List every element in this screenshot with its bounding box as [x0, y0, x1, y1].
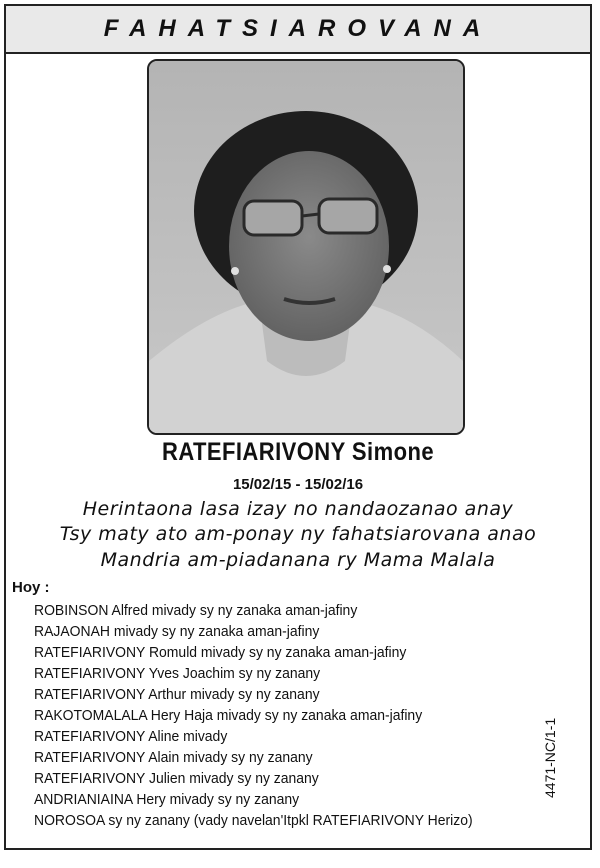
mourner-item: NOROSOA sy ny zanany (vady navelan'Itpkl RATEFIARIVONY Herizo)	[34, 812, 473, 829]
verse-line-1: Herintaona lasa izay no nandaozanao anay	[82, 498, 514, 520]
mourner-item: RATEFIARIVONY Yves Joachim sy ny zanany	[34, 665, 321, 682]
mourner-item: ANDRIANIAINA Hery mivady sy ny zanany	[34, 791, 300, 808]
verse-line-2: Tsy maty ato am-ponay ny fahatsiarovana anao	[59, 523, 537, 545]
notice-frame	[4, 4, 592, 850]
memorial-dates: 15/02/15 - 15/02/16	[232, 476, 364, 493]
mourner-item: RATEFIARIVONY Alain mivady sy ny zanany	[34, 749, 313, 766]
mourner-item: RATEFIARIVONY Romuld mivady sy ny zanaka aman-jafiny	[34, 644, 407, 661]
mourner-item: ROBINSON Alfred mivady sy ny zanaka aman-jafiny	[34, 602, 358, 619]
mourner-item: RATEFIARIVONY Arthur mivady sy ny zanany	[34, 686, 320, 703]
reference-code: 4471-NC/1-1	[542, 717, 558, 798]
mourner-item: RAJAONAH mivady sy ny zanaka aman-jafiny	[34, 623, 320, 640]
header-banner	[6, 6, 590, 54]
mourner-item: RAKOTOMALALA Hery Haja mivady sy ny zanaka aman-jafiny	[34, 707, 423, 724]
mourners-list	[34, 600, 506, 831]
mourner-item: RATEFIARIVONY Aline mivady	[34, 728, 228, 745]
header-title: FAHATSIAROVANA	[103, 15, 493, 42]
verse-line-3: Mandria am-piadanana ry Mama Malala	[100, 549, 496, 571]
portrait-image	[149, 61, 463, 433]
mourner-item: RATEFIARIVONY Julien mivady sy ny zanany	[34, 770, 319, 787]
deceased-name: RATEFIARIVONY Simone	[161, 438, 435, 466]
mourners-label: Hoy :	[12, 579, 50, 596]
portrait-photo	[147, 59, 465, 435]
